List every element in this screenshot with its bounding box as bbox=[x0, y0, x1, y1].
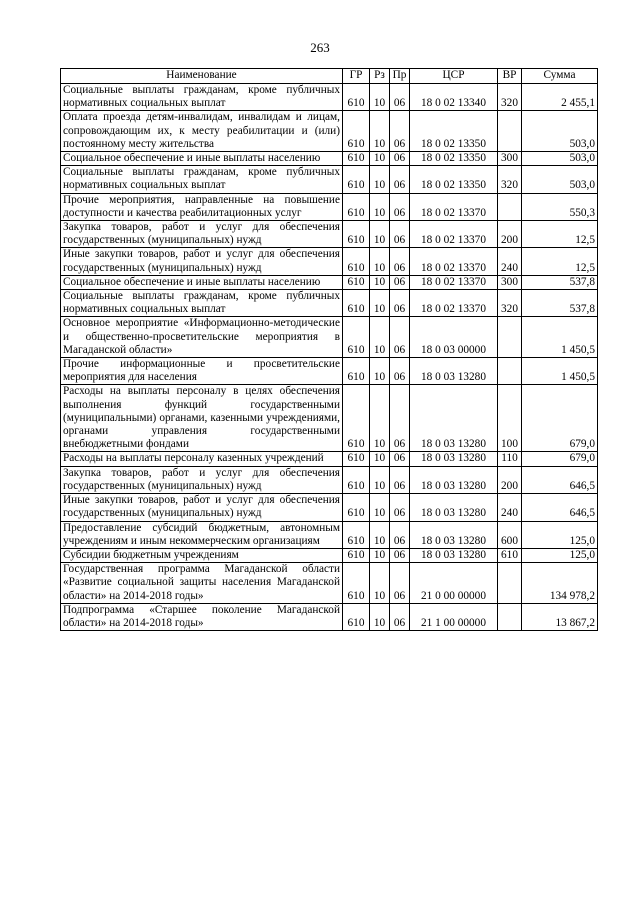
cell-gr: 610 bbox=[343, 221, 370, 248]
cell-pr: 06 bbox=[390, 275, 410, 289]
cell-sum: 503,0 bbox=[522, 111, 598, 152]
cell-name: Субсидии бюджетным учреждениям bbox=[61, 548, 343, 562]
cell-vr bbox=[498, 193, 522, 220]
cell-pr: 06 bbox=[390, 221, 410, 248]
cell-csr: 18 0 03 13280 bbox=[410, 548, 498, 562]
cell-vr: 100 bbox=[498, 385, 522, 452]
cell-rz: 10 bbox=[370, 275, 390, 289]
cell-rz: 10 bbox=[370, 166, 390, 193]
cell-pr: 06 bbox=[390, 111, 410, 152]
table-row bbox=[61, 166, 598, 193]
cell-csr: 18 0 02 13370 bbox=[410, 275, 498, 289]
table-row bbox=[61, 290, 598, 317]
cell-pr: 06 bbox=[390, 548, 410, 562]
table-row bbox=[61, 358, 598, 385]
cell-rz: 10 bbox=[370, 385, 390, 452]
cell-vr: 300 bbox=[498, 152, 522, 166]
cell-sum: 679,0 bbox=[522, 385, 598, 452]
cell-gr: 610 bbox=[343, 466, 370, 493]
table-row bbox=[61, 494, 598, 521]
cell-rz: 10 bbox=[370, 248, 390, 275]
cell-sum: 1 450,5 bbox=[522, 317, 598, 358]
table-row bbox=[61, 84, 598, 111]
table-row bbox=[61, 221, 598, 248]
cell-gr: 610 bbox=[343, 111, 370, 152]
cell-sum: 12,5 bbox=[522, 221, 598, 248]
cell-gr: 610 bbox=[343, 385, 370, 452]
cell-gr: 610 bbox=[343, 358, 370, 385]
table-row bbox=[61, 385, 598, 452]
cell-csr: 18 0 03 13280 bbox=[410, 385, 498, 452]
page-number: 263 bbox=[310, 40, 330, 55]
table-row bbox=[61, 452, 598, 466]
cell-csr: 18 0 02 13350 bbox=[410, 111, 498, 152]
cell-csr: 18 0 03 13280 bbox=[410, 466, 498, 493]
cell-pr: 06 bbox=[390, 358, 410, 385]
cell-vr: 320 bbox=[498, 166, 522, 193]
cell-vr: 300 bbox=[498, 275, 522, 289]
cell-gr: 610 bbox=[343, 193, 370, 220]
cell-gr: 610 bbox=[343, 166, 370, 193]
cell-sum: 125,0 bbox=[522, 521, 598, 548]
table-row bbox=[61, 275, 598, 289]
table-row bbox=[61, 603, 598, 630]
cell-vr bbox=[498, 111, 522, 152]
cell-pr: 06 bbox=[390, 466, 410, 493]
cell-name: Подпрограмма «Старшее поколение Магаданской области» на 2014-2018 годы» bbox=[61, 603, 343, 630]
cell-name: Иные закупки товаров, работ и услуг для обеспечения государственных (муниципальных) нужд bbox=[61, 248, 343, 275]
cell-rz: 10 bbox=[370, 317, 390, 358]
cell-pr: 06 bbox=[390, 494, 410, 521]
table-row bbox=[61, 521, 598, 548]
cell-gr: 610 bbox=[343, 494, 370, 521]
cell-pr: 06 bbox=[390, 166, 410, 193]
cell-rz: 10 bbox=[370, 193, 390, 220]
cell-csr: 18 0 03 13280 bbox=[410, 494, 498, 521]
cell-vr bbox=[498, 317, 522, 358]
cell-gr: 610 bbox=[343, 548, 370, 562]
table-row bbox=[61, 248, 598, 275]
cell-gr: 610 bbox=[343, 563, 370, 604]
cell-sum: 1 450,5 bbox=[522, 358, 598, 385]
cell-csr: 18 0 03 13280 bbox=[410, 358, 498, 385]
cell-csr: 18 0 02 13370 bbox=[410, 248, 498, 275]
cell-rz: 10 bbox=[370, 221, 390, 248]
cell-pr: 06 bbox=[390, 563, 410, 604]
cell-csr: 18 0 02 13370 bbox=[410, 193, 498, 220]
cell-csr: 18 0 02 13370 bbox=[410, 221, 498, 248]
cell-gr: 610 bbox=[343, 290, 370, 317]
cell-sum: 646,5 bbox=[522, 466, 598, 493]
cell-sum: 646,5 bbox=[522, 494, 598, 521]
cell-vr: 610 bbox=[498, 548, 522, 562]
cell-csr: 18 0 03 00000 bbox=[410, 317, 498, 358]
cell-rz: 10 bbox=[370, 111, 390, 152]
cell-sum: 503,0 bbox=[522, 152, 598, 166]
cell-gr: 610 bbox=[343, 452, 370, 466]
cell-rz: 10 bbox=[370, 521, 390, 548]
cell-name: Предоставление субсидий бюджетным, автономным учреждениям и иным некоммерческим организациям bbox=[61, 521, 343, 548]
table-row bbox=[61, 193, 598, 220]
cell-rz: 10 bbox=[370, 358, 390, 385]
cell-csr: 21 1 00 00000 bbox=[410, 603, 498, 630]
table-body bbox=[61, 84, 598, 631]
header-vr: ВР bbox=[498, 69, 522, 84]
cell-csr: 18 0 02 13350 bbox=[410, 166, 498, 193]
table-row bbox=[61, 466, 598, 493]
cell-rz: 10 bbox=[370, 84, 390, 111]
cell-pr: 06 bbox=[390, 290, 410, 317]
table-row bbox=[61, 548, 598, 562]
cell-csr: 18 0 02 13350 bbox=[410, 152, 498, 166]
cell-rz: 10 bbox=[370, 548, 390, 562]
cell-name: Закупка товаров, работ и услуг для обеспечения государственных (муниципальных) нужд bbox=[61, 221, 343, 248]
cell-name: Социальные выплаты гражданам, кроме публичных нормативных социальных выплат bbox=[61, 84, 343, 111]
cell-rz: 10 bbox=[370, 494, 390, 521]
cell-sum: 537,8 bbox=[522, 275, 598, 289]
cell-vr bbox=[498, 603, 522, 630]
cell-csr: 18 0 02 13370 bbox=[410, 290, 498, 317]
cell-sum: 537,8 bbox=[522, 290, 598, 317]
header-sum: Сумма bbox=[522, 69, 598, 84]
cell-pr: 06 bbox=[390, 385, 410, 452]
cell-pr: 06 bbox=[390, 603, 410, 630]
cell-sum: 134 978,2 bbox=[522, 563, 598, 604]
table-header-row bbox=[61, 69, 598, 84]
cell-name: Прочие информационные и просветительские мероприятия для населения bbox=[61, 358, 343, 385]
cell-gr: 610 bbox=[343, 152, 370, 166]
cell-vr: 600 bbox=[498, 521, 522, 548]
cell-name: Основное мероприятие «Информационно-методические и общественно-просветительские мероприятия в Магаданской области» bbox=[61, 317, 343, 358]
cell-vr: 320 bbox=[498, 290, 522, 317]
cell-gr: 610 bbox=[343, 521, 370, 548]
cell-pr: 06 bbox=[390, 193, 410, 220]
cell-rz: 10 bbox=[370, 603, 390, 630]
table-row bbox=[61, 111, 598, 152]
cell-vr: 240 bbox=[498, 494, 522, 521]
cell-name: Расходы на выплаты персоналу в целях обеспечения выполнения функций государственными (муниципальными) органами, казенными учреждениями, органами управления государственными внебюджетными фондами bbox=[61, 385, 343, 452]
cell-rz: 10 bbox=[370, 452, 390, 466]
cell-name: Оплата проезда детям-инвалидам, инвалидам и лицам, сопровождающим их, к месту реабилитации и (или) постоянному месту жительства bbox=[61, 111, 343, 152]
cell-sum: 12,5 bbox=[522, 248, 598, 275]
cell-vr: 200 bbox=[498, 466, 522, 493]
budget-table bbox=[60, 68, 598, 631]
cell-name: Закупка товаров, работ и услуг для обеспечения государственных (муниципальных) нужд bbox=[61, 466, 343, 493]
cell-sum: 13 867,2 bbox=[522, 603, 598, 630]
cell-gr: 610 bbox=[343, 248, 370, 275]
cell-pr: 06 bbox=[390, 317, 410, 358]
cell-rz: 10 bbox=[370, 290, 390, 317]
cell-pr: 06 bbox=[390, 521, 410, 548]
cell-name: Социальное обеспечение и иные выплаты населению bbox=[61, 275, 343, 289]
table-row bbox=[61, 317, 598, 358]
cell-name: Социальное обеспечение и иные выплаты населению bbox=[61, 152, 343, 166]
cell-name: Прочие мероприятия, направленные на повышение доступности и качества реабилитационных услуг bbox=[61, 193, 343, 220]
cell-vr bbox=[498, 563, 522, 604]
cell-gr: 610 bbox=[343, 275, 370, 289]
cell-rz: 10 bbox=[370, 563, 390, 604]
table-row bbox=[61, 563, 598, 604]
cell-vr: 320 bbox=[498, 84, 522, 111]
cell-name: Социальные выплаты гражданам, кроме публичных нормативных социальных выплат bbox=[61, 290, 343, 317]
cell-vr: 240 bbox=[498, 248, 522, 275]
cell-name: Расходы на выплаты персоналу казенных учреждений bbox=[61, 452, 343, 466]
cell-name: Государственная программа Магаданской области «Развитие социальной защиты населения Магаданской области» на 2014-2018 годы» bbox=[61, 563, 343, 604]
cell-vr: 110 bbox=[498, 452, 522, 466]
cell-rz: 10 bbox=[370, 152, 390, 166]
cell-gr: 610 bbox=[343, 317, 370, 358]
cell-csr: 18 0 02 13340 bbox=[410, 84, 498, 111]
cell-csr: 18 0 03 13280 bbox=[410, 521, 498, 548]
cell-csr: 21 0 00 00000 bbox=[410, 563, 498, 604]
header-csr: ЦСР bbox=[410, 69, 498, 84]
cell-rz: 10 bbox=[370, 466, 390, 493]
cell-vr: 200 bbox=[498, 221, 522, 248]
cell-vr bbox=[498, 358, 522, 385]
cell-name: Социальные выплаты гражданам, кроме публичных нормативных социальных выплат bbox=[61, 166, 343, 193]
cell-sum: 503,0 bbox=[522, 166, 598, 193]
header-pr: Пр bbox=[390, 69, 410, 84]
cell-sum: 125,0 bbox=[522, 548, 598, 562]
cell-sum: 679,0 bbox=[522, 452, 598, 466]
cell-gr: 610 bbox=[343, 603, 370, 630]
cell-sum: 2 455,1 bbox=[522, 84, 598, 111]
cell-csr: 18 0 03 13280 bbox=[410, 452, 498, 466]
cell-name: Иные закупки товаров, работ и услуг для обеспечения государственных (муниципальных) нужд bbox=[61, 494, 343, 521]
cell-pr: 06 bbox=[390, 84, 410, 111]
cell-pr: 06 bbox=[390, 248, 410, 275]
cell-gr: 610 bbox=[343, 84, 370, 111]
header-gr: ГР bbox=[343, 69, 370, 84]
cell-pr: 06 bbox=[390, 452, 410, 466]
header-name: Наименование bbox=[61, 69, 343, 84]
cell-sum: 550,3 bbox=[522, 193, 598, 220]
cell-pr: 06 bbox=[390, 152, 410, 166]
table-row bbox=[61, 152, 598, 166]
header-rz: Рз bbox=[370, 69, 390, 84]
